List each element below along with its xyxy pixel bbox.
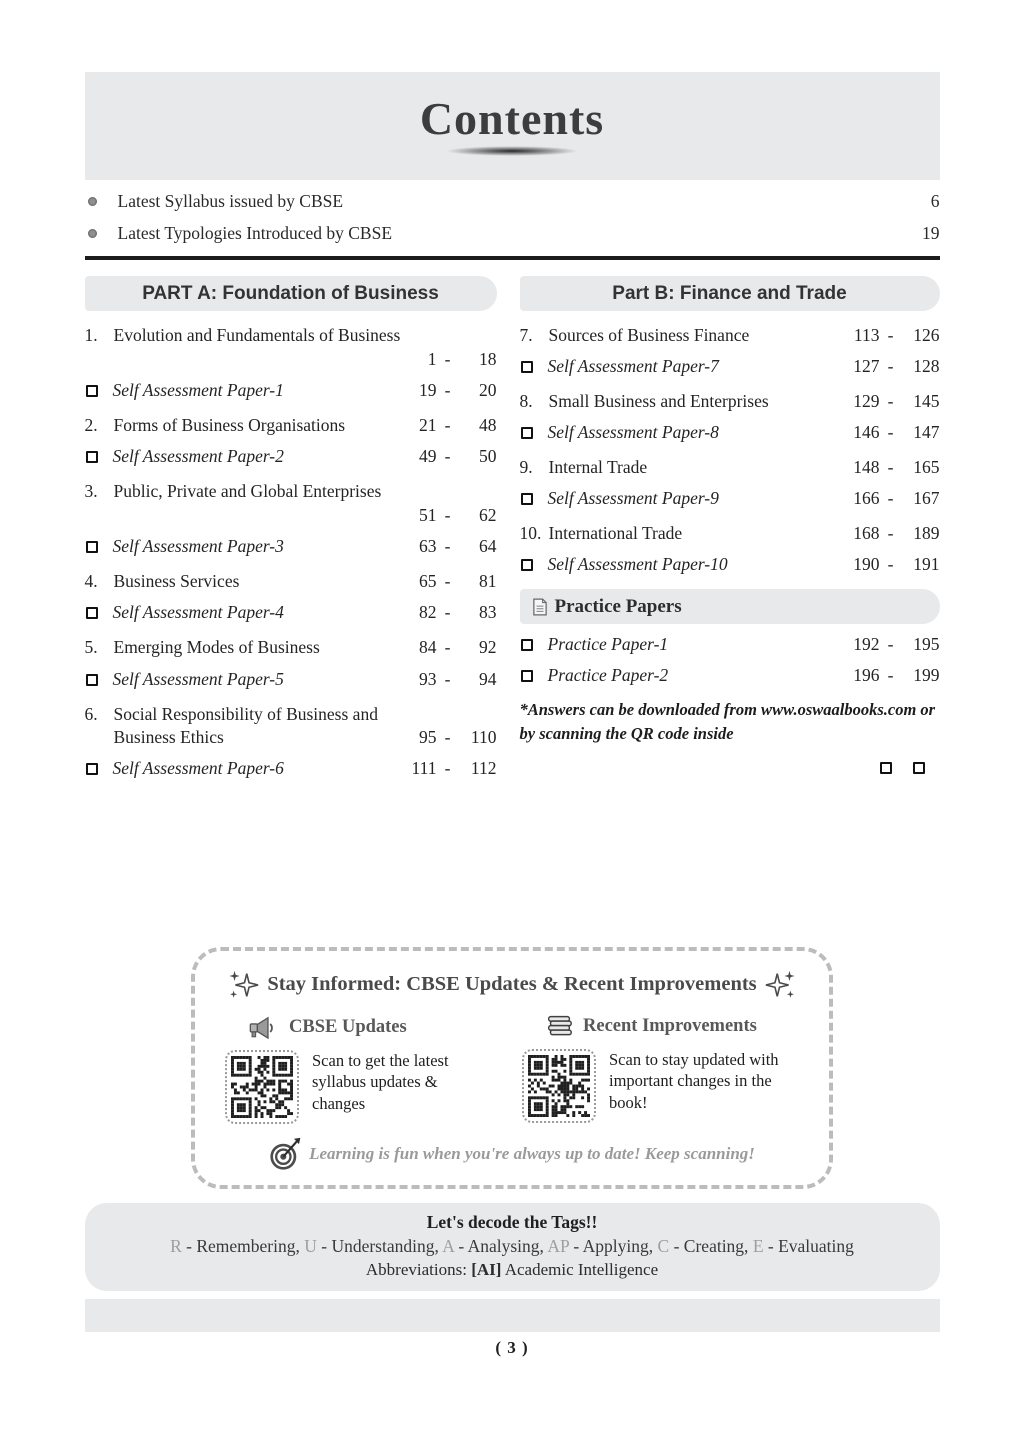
cbse-updates-qr-row xyxy=(225,1050,502,1124)
chapter-title: Internal Trade xyxy=(548,457,648,478)
toc-chapter-row xyxy=(85,414,497,436)
page-range xyxy=(403,445,497,467)
toc-chapter-row xyxy=(85,480,497,502)
page-range xyxy=(403,504,497,526)
page-to: 167 xyxy=(913,488,940,509)
cbse-updates-section xyxy=(225,1009,502,1124)
subitem-title: Practice Paper-1 xyxy=(547,634,669,655)
page-from: 93 xyxy=(419,668,437,689)
page-from: 82 xyxy=(419,602,437,623)
page-to: 20 xyxy=(479,380,497,401)
page-from: 49 xyxy=(419,446,437,467)
toc-chapter-row xyxy=(85,703,497,725)
checkbox-icon xyxy=(86,763,98,775)
page-dash: - xyxy=(887,665,894,686)
page-range xyxy=(403,570,497,592)
chapter-number: 5. xyxy=(84,637,98,658)
page-to: 189 xyxy=(913,523,940,544)
subitem-title: Self Assessment Paper-5 xyxy=(112,668,284,689)
chapter-title: Public, Private and Global Enterprises xyxy=(113,481,382,502)
document-icon xyxy=(533,598,547,616)
page-range xyxy=(846,664,940,686)
page-from: 196 xyxy=(853,665,880,686)
stay-informed-title: Stay Informed: CBSE Updates & Recent Improvements xyxy=(267,973,757,996)
tag-word: - Creating, xyxy=(669,1235,753,1256)
checkbox-icon xyxy=(521,427,533,439)
checkbox-icon xyxy=(521,361,533,373)
part-b-list xyxy=(520,324,940,575)
chapter-number: 9. xyxy=(519,457,533,478)
subitem-title: Self Assessment Paper-3 xyxy=(112,536,284,557)
end-of-contents-marks xyxy=(520,761,940,773)
toc-columns xyxy=(85,276,940,779)
book-contents-page xyxy=(85,0,940,1358)
page-range xyxy=(403,726,497,748)
toc-subitem-row xyxy=(520,487,940,509)
chapter-number: 7. xyxy=(519,325,533,345)
part-a-list xyxy=(85,324,497,779)
chapter-title: Business Services xyxy=(113,571,240,592)
page-dash: - xyxy=(444,668,451,689)
page-from: 127 xyxy=(853,356,880,377)
page-number: ( 3 ) xyxy=(495,1337,529,1357)
page-to: 81 xyxy=(479,571,497,592)
toc-chapter-row xyxy=(520,522,940,544)
page-dash: - xyxy=(444,446,451,467)
front-matter-row xyxy=(85,223,940,244)
part-b-header xyxy=(520,276,940,311)
contents-header-banner xyxy=(85,72,940,180)
tag-word: - Remembering, xyxy=(181,1235,305,1256)
chapter-number: 1. xyxy=(84,325,98,345)
page-to: 92 xyxy=(479,637,497,658)
page-from: 95 xyxy=(419,726,437,747)
tag-letter: C xyxy=(657,1235,670,1256)
page-to: 83 xyxy=(479,602,497,623)
page-dash: - xyxy=(887,325,894,345)
toc-chapter-row xyxy=(520,324,940,346)
page-dash: - xyxy=(444,380,451,401)
checkbox-icon xyxy=(880,762,892,774)
part-b-column xyxy=(520,276,940,779)
sparkle-icon xyxy=(227,969,259,1001)
checkbox-icon xyxy=(86,541,98,553)
checkbox-icon xyxy=(86,674,98,686)
divider-line xyxy=(85,256,940,260)
page-dash: - xyxy=(444,602,451,623)
subitem-title: Self Assessment Paper-9 xyxy=(547,488,719,509)
chapter-title-line2: Business Ethics xyxy=(113,726,224,747)
toc-subitem-row xyxy=(520,355,940,377)
tag-letter: AP xyxy=(547,1235,570,1256)
toc-chapter-range-row xyxy=(85,348,497,370)
page-range xyxy=(846,522,940,544)
page-to: 191 xyxy=(913,554,940,575)
page-dash: - xyxy=(887,391,894,412)
page-dash: - xyxy=(887,523,894,544)
megaphone-icon xyxy=(249,1015,279,1040)
page-range xyxy=(846,355,940,377)
page-from: 111 xyxy=(411,757,437,778)
page-range xyxy=(846,633,940,655)
front-matter-list xyxy=(85,191,940,244)
checkbox-icon xyxy=(521,559,533,571)
tags-legend-title: Let's decode the Tags!! xyxy=(426,1211,598,1232)
checkbox-icon xyxy=(86,607,98,619)
stay-informed-footer xyxy=(219,1137,805,1171)
checkbox-icon xyxy=(86,451,98,463)
chapter-title: Social Responsibility of Business and xyxy=(113,703,378,724)
tag-letter: E xyxy=(752,1235,764,1256)
page-dash: - xyxy=(887,422,894,443)
toc-subitem-row xyxy=(520,664,940,686)
toc-chapter-row xyxy=(85,324,497,346)
practice-papers-header-label: Practice Papers xyxy=(554,595,682,617)
toc-chapter-row xyxy=(85,636,497,658)
stay-informed-box xyxy=(191,947,833,1189)
page-dash: - xyxy=(887,488,894,509)
page-title: Contents xyxy=(419,93,605,144)
page-range xyxy=(403,414,497,436)
page-to: 50 xyxy=(479,446,497,467)
qr-caption: Scan to stay updated with important changes in the book! xyxy=(609,1049,779,1112)
page-range xyxy=(403,379,497,401)
tag-word: - Analysing, xyxy=(453,1235,548,1256)
abbreviation-code: [AI] xyxy=(471,1259,502,1279)
toc-subitem-row xyxy=(85,757,497,779)
page-range xyxy=(846,487,940,509)
page-from: 84 xyxy=(419,637,437,658)
toc-subitem-row xyxy=(85,535,497,557)
recent-improvements-heading: Recent Improvements xyxy=(583,1016,757,1037)
chapter-title: Sources of Business Finance xyxy=(548,325,750,345)
front-matter-label: Latest Typologies Introduced by CBSE xyxy=(117,223,393,243)
page-range xyxy=(403,757,497,779)
page-from: 19 xyxy=(419,380,437,401)
page-from: 148 xyxy=(853,457,880,478)
page-dash: - xyxy=(887,457,894,478)
chapter-title: Forms of Business Organisations xyxy=(113,415,346,436)
part-a-header-label: PART A: Foundation of Business xyxy=(142,282,439,304)
front-matter-label: Latest Syllabus issued by CBSE xyxy=(117,191,344,211)
page-from: 63 xyxy=(419,536,437,557)
toc-subitem-row xyxy=(520,421,940,443)
page-range xyxy=(846,456,940,478)
checkbox-icon xyxy=(521,670,533,682)
subitem-title: Self Assessment Paper-10 xyxy=(547,554,728,575)
qr-code xyxy=(522,1049,596,1123)
cbse-updates-heading-row xyxy=(249,1015,502,1040)
recent-improvements-qr-row xyxy=(522,1049,799,1123)
page-range xyxy=(403,535,497,557)
chapter-title: International Trade xyxy=(548,523,683,544)
page-dash: - xyxy=(887,554,894,575)
chapter-number: 2. xyxy=(84,415,98,436)
chapter-title: Small Business and Enterprises xyxy=(548,391,769,412)
page-from: 1 xyxy=(427,349,437,370)
page-from: 113 xyxy=(853,325,880,345)
page-dash: - xyxy=(444,415,451,436)
page-to: 165 xyxy=(913,457,940,478)
abbreviations-line xyxy=(93,1260,932,1280)
title-shadow-ellipse xyxy=(446,146,578,156)
page-range xyxy=(846,324,940,346)
chapter-title: Evolution and Fundamentals of Business xyxy=(113,325,401,345)
page-from: 168 xyxy=(853,523,880,544)
cbse-updates-heading: CBSE Updates xyxy=(289,1016,407,1037)
stay-informed-grid xyxy=(219,1009,805,1124)
tag-word: - Understanding, xyxy=(316,1235,443,1256)
page-to: 94 xyxy=(479,668,497,689)
bullet-icon xyxy=(88,197,97,206)
part-b-header-label: Part B: Finance and Trade xyxy=(612,282,847,304)
toc-subitem-row xyxy=(85,379,497,401)
page-dash: - xyxy=(887,356,894,377)
page-to: 112 xyxy=(470,757,497,778)
tag-word: - Applying, xyxy=(569,1235,658,1256)
recent-improvements-section xyxy=(522,1009,799,1124)
page-dash: - xyxy=(444,571,451,592)
page-dash: - xyxy=(444,536,451,557)
page-dash: - xyxy=(444,637,451,658)
chapter-number: 4. xyxy=(84,571,98,592)
page-from: 65 xyxy=(419,571,437,592)
recent-improvements-heading-row xyxy=(546,1015,799,1039)
dart-target-icon xyxy=(269,1137,303,1171)
chapter-number: 3. xyxy=(84,481,98,502)
subitem-title: Practice Paper-2 xyxy=(547,665,669,686)
toc-subitem-row xyxy=(520,553,940,575)
bullet-icon xyxy=(88,229,97,238)
tag-word: - Evaluating xyxy=(763,1235,854,1256)
toc-chapter-row xyxy=(520,390,940,412)
toc-chapter-row xyxy=(520,456,940,478)
abbreviations-label: Abbreviations: xyxy=(365,1259,467,1279)
page-range xyxy=(403,668,497,690)
page-from: 192 xyxy=(853,634,880,655)
toc-subitem-row xyxy=(85,668,497,690)
front-matter-row xyxy=(85,191,940,212)
page-from: 51 xyxy=(419,505,437,526)
page-from: 21 xyxy=(419,415,437,436)
tags-legend-box xyxy=(85,1203,940,1291)
subitem-title: Self Assessment Paper-4 xyxy=(112,602,284,623)
tags-legend-line xyxy=(93,1236,932,1257)
sparkle-icon xyxy=(765,969,797,1001)
subitem-title: Self Assessment Paper-8 xyxy=(547,422,719,443)
toc-chapter-range-row xyxy=(85,504,497,526)
abbreviation-text: Academic Intelligence xyxy=(504,1259,659,1279)
page-dash: - xyxy=(444,757,451,778)
page-range xyxy=(846,390,940,412)
page-dash: - xyxy=(444,726,451,747)
front-matter-page: 6 xyxy=(930,191,940,211)
page-to: 147 xyxy=(913,422,940,443)
page-to: 199 xyxy=(913,665,940,686)
subitem-title: Self Assessment Paper-6 xyxy=(112,757,284,778)
tag-letter: U xyxy=(304,1235,317,1256)
checkbox-icon xyxy=(913,762,925,774)
tag-letter: R xyxy=(170,1235,182,1256)
chapter-number: 8. xyxy=(519,391,533,412)
page-from: 129 xyxy=(853,391,880,412)
page-range xyxy=(846,553,940,575)
page-range xyxy=(403,636,497,658)
footer-gray-bar xyxy=(85,1299,940,1332)
page-to: 64 xyxy=(479,536,497,557)
part-a-header xyxy=(85,276,497,311)
checkbox-icon xyxy=(521,493,533,505)
page-range xyxy=(403,348,497,370)
toc-subitem-row xyxy=(85,601,497,623)
answers-download-note: *Answers can be downloaded from www.oswaalbooks.com or by scanning the QR code inside xyxy=(519,700,936,743)
checkbox-icon xyxy=(86,385,98,397)
chapter-number: 6. xyxy=(84,703,98,724)
page-from: 146 xyxy=(853,422,880,443)
page-dash: - xyxy=(887,634,894,655)
stay-informed-footer-text: Learning is fun when you're always up to date! Keep scanning! xyxy=(309,1143,755,1163)
page-from: 190 xyxy=(853,554,880,575)
subitem-title: Self Assessment Paper-7 xyxy=(547,356,719,377)
toc-chapter-line2-row xyxy=(85,726,497,748)
chapter-number: 10. xyxy=(519,523,542,544)
qr-code xyxy=(225,1050,299,1124)
front-matter-page: 19 xyxy=(922,223,940,243)
page-to: 128 xyxy=(913,356,940,377)
toc-chapter-row xyxy=(85,570,497,592)
practice-papers-header xyxy=(520,589,940,624)
stay-informed-title-row xyxy=(219,969,805,1001)
page-dash: - xyxy=(444,349,451,370)
page-dash: - xyxy=(444,505,451,526)
page-to: 62 xyxy=(479,505,497,526)
page-to: 18 xyxy=(479,349,497,370)
subitem-title: Self Assessment Paper-1 xyxy=(112,380,284,401)
page-to: 126 xyxy=(913,325,940,345)
chapter-title: Emerging Modes of Business xyxy=(113,637,320,658)
qr-caption: Scan to get the latest syllabus updates & changes xyxy=(312,1050,449,1113)
books-icon xyxy=(546,1015,573,1039)
page-range xyxy=(846,421,940,443)
page-to: 48 xyxy=(479,415,497,436)
page-range xyxy=(403,601,497,623)
page-to: 145 xyxy=(913,391,940,412)
practice-papers-list xyxy=(520,633,940,686)
checkbox-icon xyxy=(521,639,533,651)
toc-subitem-row xyxy=(85,445,497,467)
page-to: 110 xyxy=(470,726,497,747)
page-to: 195 xyxy=(913,634,940,655)
toc-subitem-row xyxy=(520,633,940,655)
subitem-title: Self Assessment Paper-2 xyxy=(112,446,284,467)
tag-letter: A xyxy=(442,1235,454,1256)
page-from: 166 xyxy=(853,488,880,509)
part-a-column xyxy=(85,276,497,779)
